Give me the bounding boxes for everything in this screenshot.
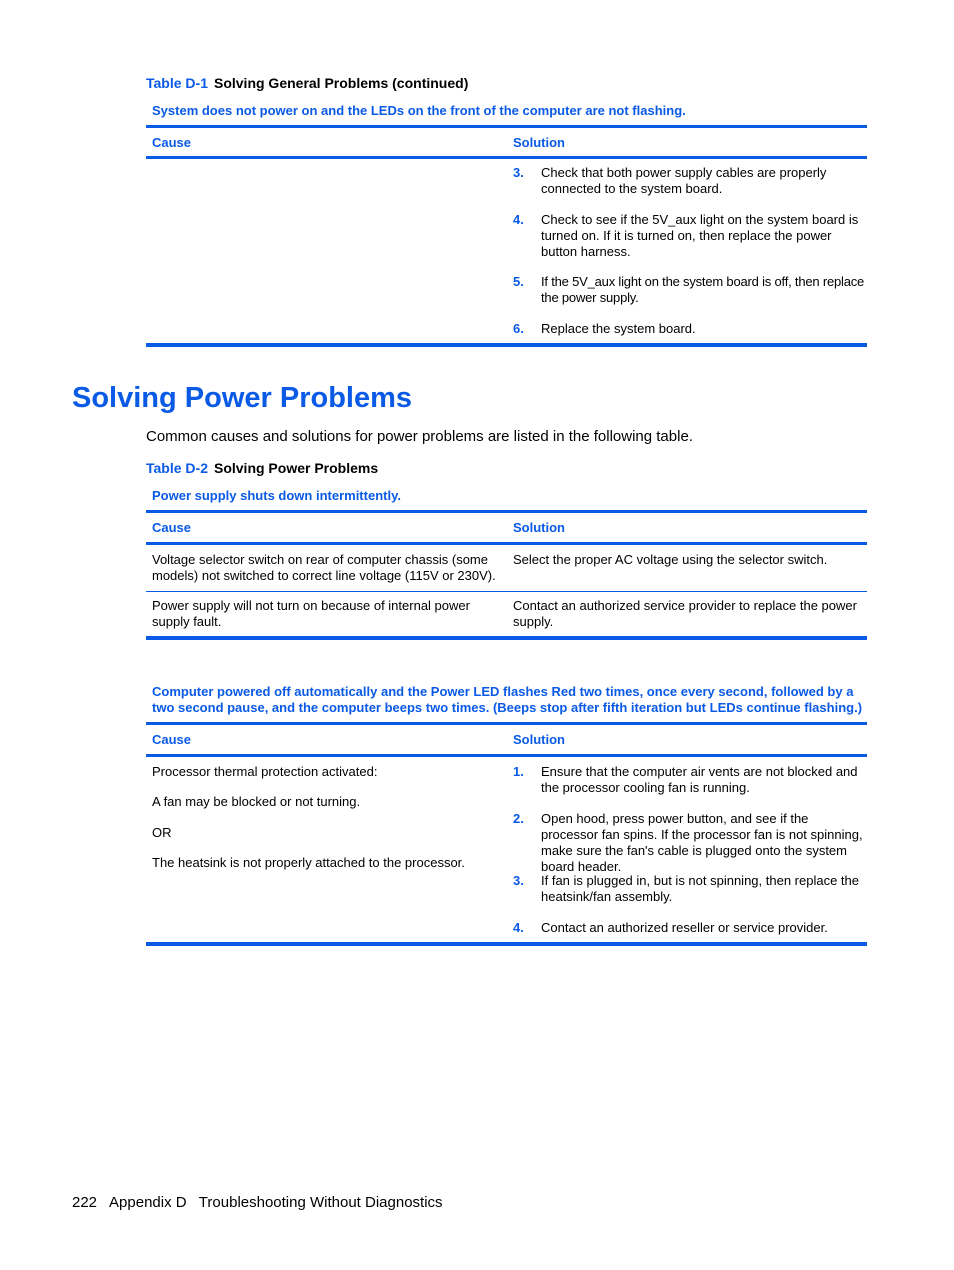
problem-heading: Power supply shuts down intermittently. [152,488,401,503]
step-number: 3. [513,873,524,888]
table-title: Solving General Problems (continued) [213,75,469,91]
step-number: 5. [513,274,524,289]
cause-cell: Power supply will not turn on because of internal power supply fault. [152,598,470,629]
problem-heading: Computer powered off automatically and the Power LED flashes Red two times, once every second, followed by a two second pause, and the computer beeps two times. (Beeps stop after fifth iteration but LEDs continue flashing.) [152,684,863,715]
table-bottom-rule [146,343,867,347]
intro-paragraph: Common causes and solutions for power problems are listed in the following table. [146,428,693,445]
table-rule [146,754,867,757]
step-text: Replace the system board. [541,321,696,336]
table-caption [146,460,378,476]
cause-line: A fan may be blocked or not turning. [152,794,361,809]
table-rule [146,542,867,545]
step-text: Check to see if the 5V_aux light on the system board is turned on. If it is turned on, then replace the power button harness. [541,212,859,259]
step-text: Contact an authorized reseller or service provider. [541,920,828,935]
table-bottom-rule [146,636,867,640]
column-header-cause: Cause [152,520,192,535]
chapter-title: Appendix D Troubleshooting Without Diagnostics [109,1194,443,1211]
page-number: 222 [72,1194,98,1211]
cause-line: OR [152,825,172,840]
column-header-solution: Solution [513,732,565,747]
cause-line: Processor thermal protection activated: [152,764,378,779]
table-rule [146,510,867,513]
step-text: If fan is plugged in, but is not spinning, then replace the heatsink/fan assembly. [541,873,859,904]
solution-cell: Select the proper AC voltage using the selector switch. [513,552,828,567]
step-number: 6. [513,321,524,336]
solution-cell: Contact an authorized service provider to replace the power supply. [513,598,857,629]
section-heading: Solving Power Problems [72,382,413,414]
table-caption [146,75,468,91]
step-number: 2. [513,811,524,826]
row-divider [146,591,867,592]
column-header-cause: Cause [152,135,192,150]
column-header-solution: Solution [513,520,565,535]
table-title: Solving Power Problems [213,460,379,476]
table-rule [146,125,867,128]
step-number: 4. [513,212,524,227]
table-rule [146,156,867,159]
cause-cell: Voltage selector switch on rear of computer chassis (some models) not switched to correct line voltage (115V or 230V). [152,552,496,583]
step-text: Open hood, press power button, and see if the processor fan spins. If the processor fan is not spinning, make sure the fan's cable is plugged onto the system board header. [541,811,863,874]
step-text: Check that both power supply cables are properly connected to the system board. [541,165,827,196]
table-number: Table D-2 [146,460,208,476]
step-text: If the 5V_aux light on the system board is off, then replace the power supply. [541,274,865,305]
table-bottom-rule [146,942,867,946]
step-number: 4. [513,920,524,935]
step-number: 1. [513,764,524,779]
step-text: Ensure that the computer air vents are not blocked and the processor cooling fan is running. [541,764,858,795]
column-header-cause: Cause [152,732,192,747]
column-header-solution: Solution [513,135,565,150]
cause-line: The heatsink is not properly attached to the processor. [152,855,465,870]
table-number: Table D-1 [146,75,208,91]
problem-heading: System does not power on and the LEDs on the front of the computer are not flashing. [152,103,686,118]
page-footer [72,1194,443,1211]
table-rule [146,722,867,725]
step-number: 3. [513,165,524,180]
